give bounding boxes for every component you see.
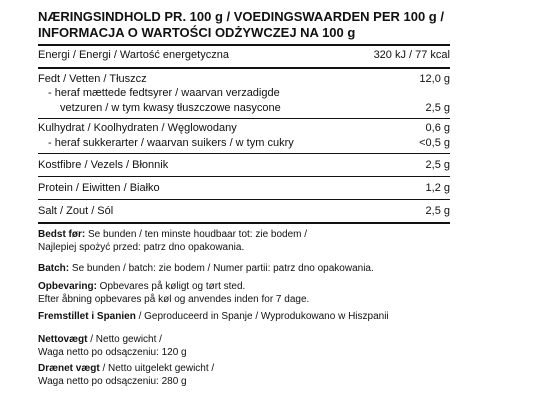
sugars-label: - heraf sukkerarter / waarvan suikers / w tym cukry <box>48 137 294 149</box>
saturates-label-line-2: vetzuren / w tym kwasy tłuszczowe nasycone <box>60 102 281 114</box>
carbs-label: Kulhydrat / Koolhydraten / Węglowodany <box>38 122 237 134</box>
salt-label: Salt / Zout / Sól <box>38 205 114 217</box>
batch-label: Batch: <box>38 263 70 274</box>
row-salt <box>38 204 450 218</box>
protein-value: 1,2 g <box>425 182 450 194</box>
best-before-line-1 <box>38 228 518 241</box>
net-weight-text-1: / Netto gewicht / <box>87 334 162 345</box>
drained-weight-line-2: Waga netto po odsączeniu: 280 g <box>38 376 187 387</box>
net-weight-label: Nettovægt <box>38 334 88 345</box>
origin-info <box>38 310 518 323</box>
net-weight-info <box>38 333 518 359</box>
best-before-info <box>38 228 518 254</box>
row-energy <box>38 48 450 62</box>
storage-line-1 <box>38 280 518 293</box>
best-before-label: Bedst før: <box>38 229 86 240</box>
rule-after-carbs <box>38 153 450 154</box>
storage-text-1: Opbevares på køligt og tørt sted. <box>96 281 246 292</box>
origin-label: Fremstillet i Spanien <box>38 311 136 322</box>
storage-info <box>38 280 518 306</box>
rule-after-fat <box>38 118 450 119</box>
rule-after-fibre <box>38 176 450 177</box>
heading-line-2: INFORMACJA O WARTOŚCI ODŻYWCZEJ NA 100 g <box>38 25 356 40</box>
batch-text: Se bunden / batch: zie bodem / Numer partii: patrz dno opakowania. <box>69 263 374 274</box>
best-before-line-2: Najlepiej spożyć przed: patrz dno opakowania. <box>38 242 245 253</box>
energy-value: 320 kJ / 77 kcal <box>373 49 450 61</box>
row-sugars <box>38 136 450 150</box>
storage-label: Opbevaring: <box>38 281 97 292</box>
salt-value: 2,5 g <box>425 205 450 217</box>
saturates-label-line-1: - heraf mættede fedtsyrer / waarvan verzadigde <box>48 87 280 99</box>
heading-line-1: NÆRINGSINDHOLD PR. 100 g / VOEDINGSWAARDEN PER 100 g / <box>38 9 444 24</box>
net-weight-line-1 <box>38 333 518 346</box>
fat-label: Fedt / Vetten / Tłuszcz <box>38 73 147 85</box>
fibre-label: Kostfibre / Vezels / Błonnik <box>38 159 169 171</box>
energy-label: Energi / Energi / Wartość energetyczna <box>38 49 229 61</box>
row-saturates-2 <box>38 101 450 115</box>
rule-after-energy <box>38 67 450 69</box>
rule-after-protein <box>38 199 450 200</box>
batch-line <box>38 262 518 275</box>
sugars-value: <0,5 g <box>419 137 450 149</box>
saturates-value: 2,5 g <box>425 102 450 114</box>
row-fibre <box>38 158 450 172</box>
drained-weight-label: Drænet vægt <box>38 363 100 374</box>
origin-line <box>38 310 518 323</box>
row-fat <box>38 72 450 86</box>
carbs-value: 0,6 g <box>425 122 450 134</box>
storage-line-2: Efter åbning opbevares på køl og anvendes inden for 7 dage. <box>38 294 310 305</box>
nutrition-heading <box>38 9 498 41</box>
row-protein <box>38 181 450 195</box>
fibre-value: 2,5 g <box>425 159 450 171</box>
protein-label: Protein / Eiwitten / Białko <box>38 182 160 194</box>
row-saturates-1 <box>38 86 450 100</box>
origin-text: / Geproduceerd in Spanje / Wyprodukowano w Hiszpanii <box>135 311 389 322</box>
drained-weight-line-1 <box>38 362 518 375</box>
batch-info <box>38 262 518 275</box>
drained-weight-info <box>38 362 518 388</box>
fat-value: 12,0 g <box>419 73 450 85</box>
net-weight-line-2: Waga netto po odsączeniu: 120 g <box>38 347 187 358</box>
drained-weight-text-1: / Netto uitgelekt gewicht / <box>99 363 215 374</box>
best-before-text-1: Se bunden / ten minste houdbaar tot: zie bodem / <box>85 229 308 240</box>
row-carbs <box>38 121 450 135</box>
table-bottom-rule <box>38 222 450 224</box>
table-top-rule <box>38 44 450 46</box>
